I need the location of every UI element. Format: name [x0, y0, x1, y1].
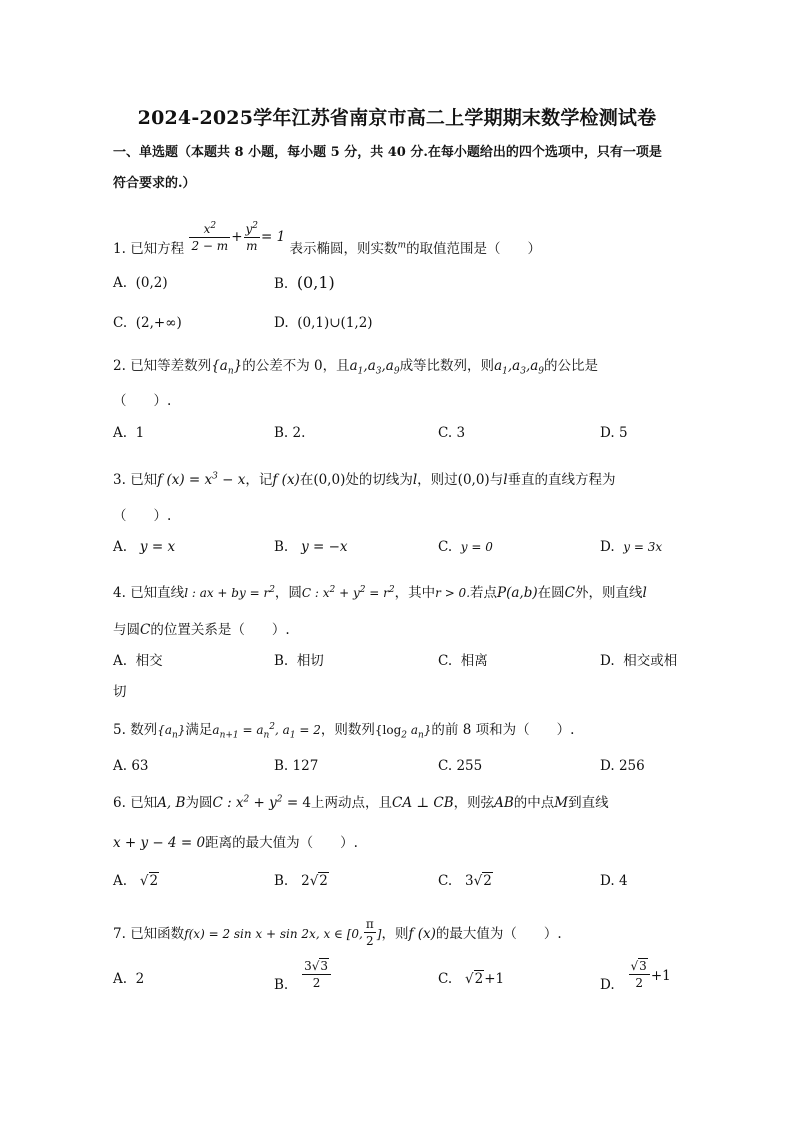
option-a: A. √2 [113, 873, 159, 889]
option-b: B. $\frac{3√3}{2}$ [274, 958, 332, 991]
equation-fraction-2: $\frac{y^2}{m}$ [245, 221, 259, 253]
option-b: B. 相切 [274, 653, 324, 669]
option-d-wrap: 切 [113, 684, 127, 700]
option-c: C. 3√2 [438, 873, 492, 889]
option-d: D. y = 3x [600, 539, 663, 555]
question-5: 5. 数列$\{a_n\}$满足$a_{n+1} = a_n^2$, $a_1 = 2$，则数列{$\log_2$ $a_n$}的前 8 项和为（ ）. [113, 722, 575, 741]
question-4-cont: 与圆C的位置关系是（ ）. [113, 622, 290, 638]
question-6: 6. 已知A, B为圆C : $x^2 + y^2 = 4$上两动点，且CA ⊥ CB，则弦AB的中点M到直线 [113, 794, 609, 811]
option-d: D. 5 [600, 425, 628, 441]
page-title: 2024-2025学年江苏省南京市高二上学期期末数学检测试卷 [137, 107, 657, 129]
question-2: 2. 已知等差数列$\{a_n\}$的公差不为 0，且$a_1,a_3,a_9$成等比数列，则$a_1,a_3,a_9$的公比是 [113, 358, 599, 377]
option-a: A. 1 [113, 425, 145, 441]
option-c: C. √2+1 [438, 971, 505, 987]
option-b: B. 127 [274, 758, 319, 774]
question-3: 3. 已知f $(x) = x^3 - x$，记f (x)在(0,0)处的切线为l，则过(0,0)与l垂直的直线方程为 [113, 471, 616, 488]
option-b: B. 2. [274, 425, 306, 441]
option-c: C. y = 0 [438, 539, 493, 555]
option-c: C. 255 [438, 758, 483, 774]
option-b: B. 2√2 [274, 873, 328, 889]
question-1: 1. 已知方程 $\frac{x^2}{2 - m}$ + $\frac{y^2}{m}$ = 1 表示椭圆，则实数$^m$的取值范围是（ ） [113, 221, 542, 257]
option-a: A. y = x [113, 539, 176, 555]
option-c: C. 3 [438, 425, 466, 441]
question-2-cont: （ ）. [113, 393, 172, 409]
question-text: 已知方程 [130, 241, 185, 257]
option-a: A. 63 [113, 758, 149, 774]
option-a: A. 2 [113, 971, 145, 987]
question-6-cont: x + y − 4 = 0距离的最大值为（ ）. [113, 835, 358, 851]
option-c: C. (2,+∞) [113, 315, 182, 331]
question-number: 1. [113, 241, 126, 257]
option-c: C. 相离 [438, 653, 488, 669]
option-d: D. (0,1)∪(1,2) [274, 315, 373, 331]
section-heading-line2: 符合要求的.） [113, 176, 196, 191]
equation-fraction-1: $\frac{x^2}{2 - m}$ [191, 221, 229, 253]
option-a: A. 相交 [113, 653, 163, 669]
question-7: 7. 已知函数f(x) = 2 sin x + sin 2x, x ∈ [0, $\frac{\pi}{2}$ ]，则f (x)的最大值为（ ）. [113, 917, 562, 948]
question-4: 4. 已知直线l : ax + by = $r^2$，圆C : $x^2 + y^2 = r^2$，其中r > 0.若点P(a,b)在圆C外，则直线l [113, 585, 647, 601]
pi-over-two: $\frac{\pi}{2}$ [365, 917, 374, 948]
option-d: D. 256 [600, 758, 645, 774]
section-heading-line1: 一、单选题（本题共 8 小题，每小题 5 分，共 40 分.在每小题给出的四个选项中，只有一项是 [113, 145, 662, 160]
option-b: B. y = −x [274, 539, 348, 555]
option-d: D. $\frac{√3}{2}$ +1 [600, 959, 671, 993]
option-d: D. 4 [600, 873, 628, 889]
question-3-cont: （ ）. [113, 508, 172, 524]
option-a: A. (0,2) [113, 275, 168, 291]
option-d: D. 相交或相 [600, 653, 678, 669]
option-b: B. (0,1) [274, 273, 335, 292]
